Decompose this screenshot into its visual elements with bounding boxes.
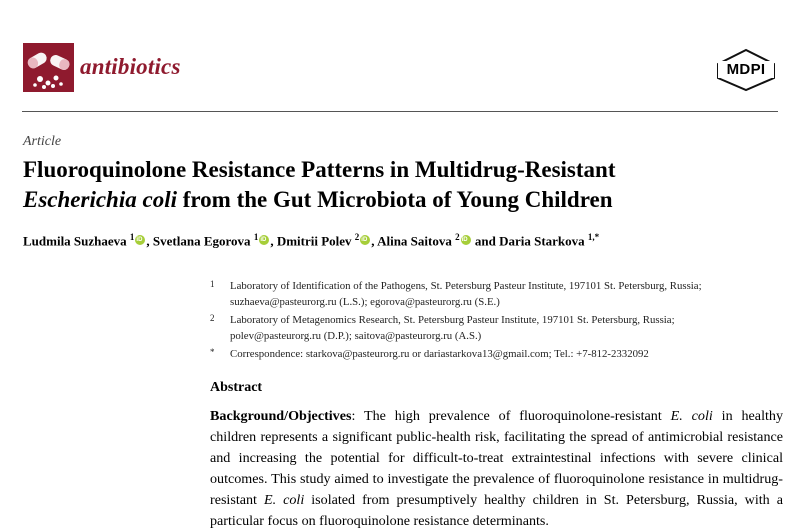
author-name[interactable]: Svetlana Egorova	[152, 233, 251, 249]
affiliation-mark: 1	[210, 279, 215, 289]
author-affil-mark: 2	[455, 232, 460, 242]
author-affil-mark: 1,*	[587, 232, 600, 242]
affiliation-text: Laboratory of Metagenomics Research, St. Petersburg Pasteur Institute, 197101 St. Petersburg, Russia;	[230, 314, 675, 326]
abstract-heading: Abstract	[210, 380, 263, 395]
author-affil-mark: 2	[354, 232, 360, 242]
journal-logo-icon	[23, 43, 74, 92]
title-species: Escherichia coli	[23, 187, 177, 212]
affiliation-item	[210, 312, 785, 344]
title-line-2	[23, 185, 783, 215]
orcid-icon[interactable]	[461, 235, 471, 245]
affiliation-text: Laboratory of Identification of the Pathogens, St. Petersburg Pasteur Institute, 197101 St. Petersburg, Russia;	[230, 280, 702, 292]
orcid-icon[interactable]	[259, 235, 269, 245]
affiliation-item	[210, 278, 785, 310]
article-type: Article	[23, 134, 62, 149]
author-name[interactable]: Dmitrii Polev	[276, 233, 352, 249]
affiliation-item	[210, 346, 785, 362]
affiliation-mark: 2	[210, 313, 215, 323]
author-name[interactable]: Ludmila Suzhaeva	[23, 233, 127, 249]
affiliations	[210, 278, 785, 362]
affiliation-emails[interactable]: polev@pasteurorg.ru (D.P.); saitova@pasteurorg.ru (A.S.)	[230, 330, 482, 342]
article-title	[23, 155, 783, 215]
author-name[interactable]: Alina Saitova	[377, 233, 452, 249]
publisher-name: MDPI	[718, 61, 774, 78]
header-divider	[22, 111, 778, 112]
orcid-icon[interactable]	[135, 235, 145, 245]
title-line-1: Fluoroquinolone Resistance Patterns in Multidrug-Resistant	[23, 157, 616, 182]
publisher-logo	[714, 48, 778, 92]
affiliation-mark: *	[210, 347, 215, 357]
abstract-label: Background/Objectives	[210, 408, 352, 424]
orcid-icon[interactable]	[360, 235, 370, 245]
author-list: Ludmila Suzhaeva $^1$iD , Svetlana Egorova $^1$iD , Dmitrii Polev $^2$iD , Alina Saitova $^2$iD and Daria Starkova $^{1,*}$	[23, 232, 599, 249]
title-line-2-rest: from the Gut Microbiota of Young Children	[176, 187, 613, 212]
affiliation-emails[interactable]: suzhaeva@pasteurorg.ru (L.S.); egorova@pasteurorg.ru (S.E.)	[230, 296, 500, 308]
author-affil-mark: 1	[129, 232, 135, 242]
author-affil-mark: 1	[253, 232, 259, 242]
species-name: E. coli	[670, 408, 713, 424]
page-header	[0, 0, 800, 110]
species-name: E. coli	[263, 492, 305, 508]
journal-name: antibiotics	[80, 54, 181, 79]
abstract-text: Background/Objectives: The high prevalence of fluoroquinolone-resistant E. coli in healthy children represents a significant public-health risk, facilitating the spread of antimicrobial resistance and increasing the potential for difficult-to-treat extraintestinal infections with severe clinical outcomes. This study aimed to investigate the prevalence of fluoroquinolone resistance in multidrug-resistant E. coli isolated from presumptively healthy children in St. Petersburg, Russia, with a particular focus on fluoroquinolone resistance determinants.	[210, 408, 783, 529]
correspondence-text[interactable]: Correspondence: starkova@pasteurorg.ru or dariastarkova13@gmail.com; Tel.: +7-812-2332092	[230, 348, 649, 360]
author-name[interactable]: Daria Starkova	[499, 233, 585, 249]
